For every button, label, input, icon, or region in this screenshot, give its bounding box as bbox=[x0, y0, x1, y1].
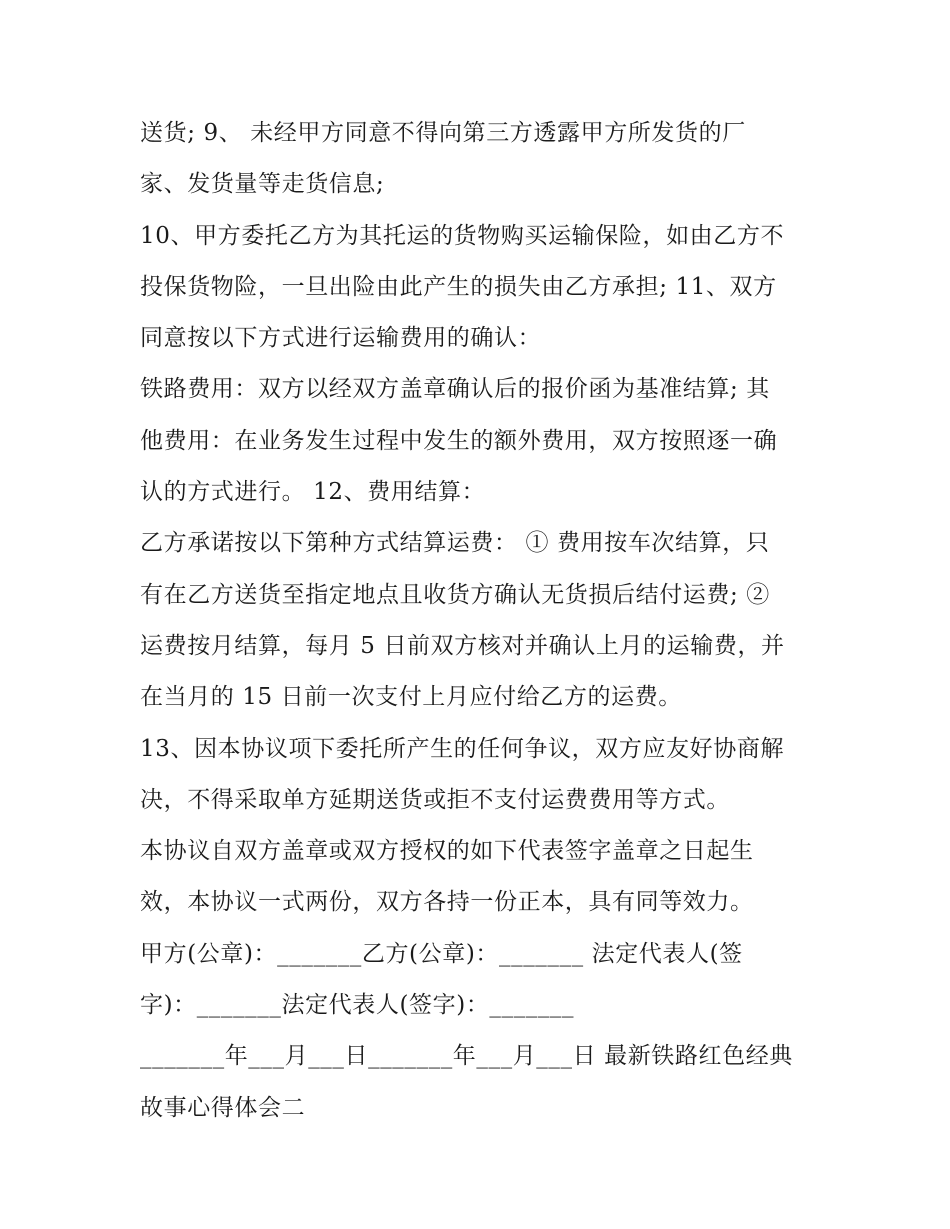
text-line: 本协议自双方盖章或双方授权的如下代表签字盖章之日起生 bbox=[140, 838, 754, 865]
text-line: 10、甲方委托乙方为其托运的货物购买运输保险，如由乙方不 bbox=[140, 222, 785, 249]
text-line: 乙方承诺按以下第种方式结算运费： ① 费用按车次结算，只 bbox=[140, 530, 770, 557]
text-line: 故事心得体会二 bbox=[140, 1094, 306, 1121]
text-line: 效，本协议一式两份，双方各持一份正本，具有同等效力。 bbox=[140, 889, 754, 916]
date-line: _______年___月___日_______年___月___日 最新铁路红色经典 bbox=[140, 1043, 793, 1070]
signature-line: 甲方(公章)：_______乙方(公章)：_______ 法定代表人(签 bbox=[140, 940, 743, 967]
text-line: 运费按月结算，每月 5 日前双方核对并确认上月的运输费，并 bbox=[140, 632, 785, 659]
document-body bbox=[140, 108, 820, 1134]
text-line: 在当月的 15 日前一次支付上月应付给乙方的运费。 bbox=[140, 684, 682, 711]
text-line: 决，不得采取单方延期送货或拒不支付运费费用等方式。 bbox=[140, 786, 730, 813]
text-line: 有在乙方送货至指定地点且收货方确认无货损后结付运费; ② bbox=[140, 581, 770, 608]
text-line: 同意按以下方式进行运输费用的确认： bbox=[140, 325, 542, 352]
text-line: 铁路费用：双方以经双方盖章确认后的报价函为基准结算; 其 bbox=[140, 376, 770, 403]
text-line: 送货; 9、 未经甲方同意不得向第三方透露甲方所发货的厂 bbox=[140, 120, 746, 146]
text-line: 认的方式进行。 12、费用结算： bbox=[140, 479, 486, 506]
text-line: 投保货物险，一旦出险由此产生的损失由乙方承担; 11、双方 bbox=[140, 273, 777, 300]
text-line: 13、因本协议项下委托所产生的任何争议，双方应友好协商解 bbox=[140, 735, 785, 762]
text-line: 他费用：在业务发生过程中发生的额外费用，双方按照逐一确 bbox=[140, 427, 778, 454]
signature-line: 字)：_______法定代表人(签字)：_______ bbox=[140, 992, 575, 1019]
text-line: 家、发货量等走货信息; bbox=[140, 171, 385, 198]
